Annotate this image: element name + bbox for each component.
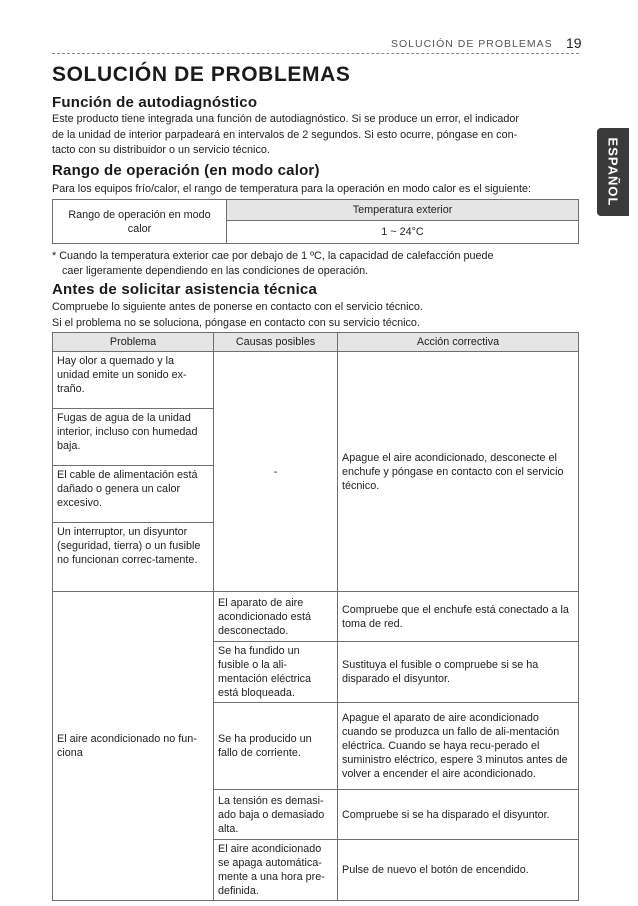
page-number: 19: [566, 35, 582, 51]
column-header: Acción correctiva: [338, 333, 579, 352]
range-intro: Para los equipos frío/calor, el rango de temperatura para la operación en modo calor es el siguiente:: [52, 183, 531, 195]
action-cell: Apague el aire acondicionado, desconecte el enchufe y póngase en contacto con el servicio técnico.: [338, 352, 579, 592]
table-row: [53, 592, 579, 642]
action-cell: Sustituya el fusible o compruebe si se ha disparado el disyuntor.: [338, 642, 579, 703]
range-value: 1 ~ 24°C: [227, 221, 579, 244]
header-divider: [52, 53, 579, 54]
cause-cell: Se ha fundido un fusible o la ali-mentación eléctrica está bloqueada.: [214, 642, 338, 703]
problem-cell: Un interruptor, un disyuntor (seguridad, tierra) o un fusible no funcionan correc-tamente.: [53, 523, 214, 592]
action-cell: Compruebe que el enchufe está conectado a la toma de red.: [338, 592, 579, 642]
range-note: [52, 249, 579, 278]
note-line: caer ligeramente dependiendo en las condiciones de operación.: [62, 264, 369, 277]
section-body-selfdiagnosis: [52, 112, 579, 159]
service-intro: [52, 300, 579, 331]
action-cell: Compruebe si se ha disparado el disyuntor.: [338, 790, 579, 840]
cause-cell: Se ha producido un fallo de corriente.: [214, 703, 338, 790]
body-line: tacto con su distribuidor o un servicio técnico.: [52, 144, 270, 156]
intro-line: Compruebe lo siguiente antes de ponerse en contacto con el servicio técnico.: [52, 301, 423, 313]
table-row: [53, 352, 579, 409]
cause-cell: El aire acondicionado se apaga automática-mente a una hora pre-definida.: [214, 840, 338, 901]
note-line: * Cuando la temperatura exterior cae por debajo de 1 ºC, la capacidad de calefacción puede: [52, 250, 494, 262]
range-row-label: Rango de operación en modo calor: [53, 200, 227, 244]
table-header-row: [53, 333, 579, 352]
cause-cell: La tensión es demasi-ado baja o demasiado alta.: [214, 790, 338, 840]
problem-cell: El aire acondicionado no fun-ciona: [53, 592, 214, 901]
range-col-header: Temperatura exterior: [227, 200, 579, 221]
troubleshooting-table: [52, 332, 579, 901]
problem-cell: El cable de alimentación está dañado o genera un calor excesivo.: [53, 466, 214, 523]
language-tab: [597, 128, 629, 216]
range-table: [52, 199, 579, 244]
problem-cell: Hay olor a quemado y la unidad emite un sonido ex-traño.: [53, 352, 214, 409]
column-header: Causas posibles: [214, 333, 338, 352]
language-tab-label: ESPAÑOL: [605, 137, 621, 207]
running-header: SOLUCIÓN DE PROBLEMAS: [391, 38, 553, 50]
intro-line: Si el problema no se soluciona, póngase en contacto con su servicio técnico.: [52, 316, 420, 329]
page-title: SOLUCIÓN DE PROBLEMAS: [52, 63, 351, 86]
problem-cell: Fugas de agua de la unidad interior, incluso con humedad baja.: [53, 409, 214, 466]
body-line: de la unidad de interior parpadeará en intervalos de 2 segundos. Si esto ocurre, póngase en con-: [52, 128, 518, 141]
cause-cell: El aparato de aire acondicionado está desconectado.: [214, 592, 338, 642]
column-header: Problema: [53, 333, 214, 352]
body-line: Este producto tiene integrada una función de autodiagnóstico. Si se produce un error, el indicador: [52, 113, 519, 125]
section-heading-selfdiagnosis: Función de autodiagnóstico: [52, 94, 258, 111]
action-cell: Apague el aparato de aire acondicionado cuando se produzca un fallo de ali-mentación eléctrica. Cuando se haya recu-perado el suministro eléctrico, espere 3 minutos antes de volver a encender el aire acondicionado.: [338, 703, 579, 790]
section-heading-service: Antes de solicitar asistencia técnica: [52, 281, 318, 298]
cause-cell: -: [214, 352, 338, 592]
section-heading-range: Rango de operación (en modo calor): [52, 162, 320, 179]
action-cell: Pulse de nuevo el botón de encendido.: [338, 840, 579, 901]
